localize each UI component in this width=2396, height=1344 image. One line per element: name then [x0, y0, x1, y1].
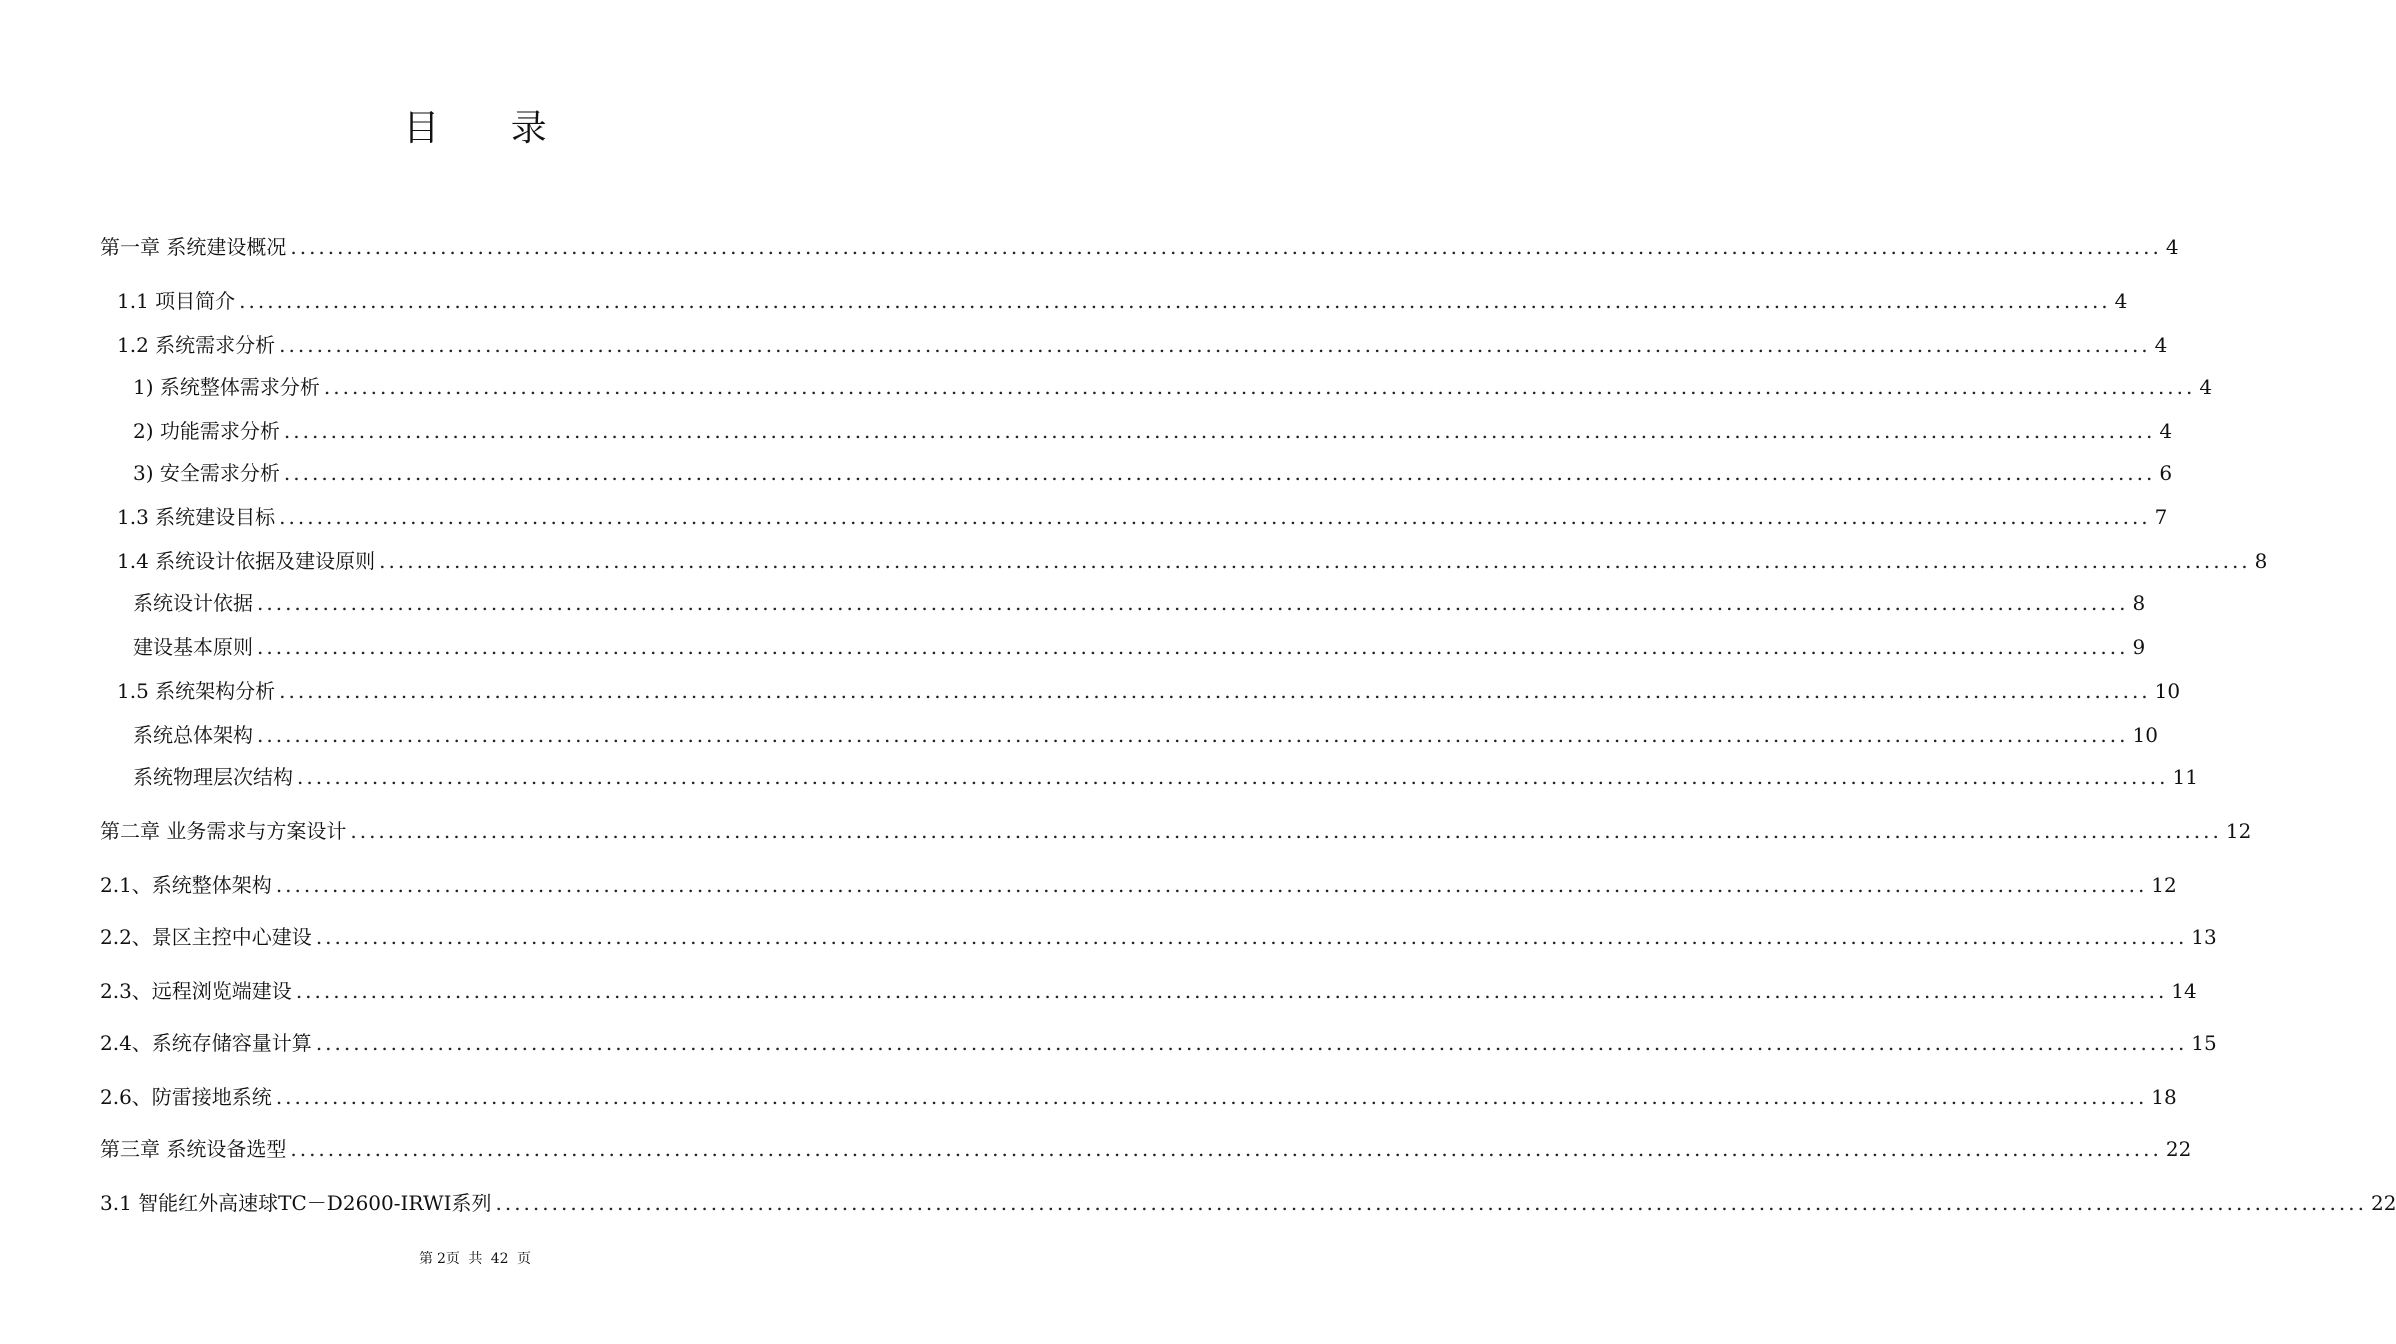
- toc-entry[interactable]: [133, 632, 2146, 662]
- toc-entry-label: 第三章 系统设备选型: [100, 1137, 287, 1161]
- toc-entry-page: 6: [2159, 461, 2173, 485]
- toc-entry-page: 22: [2370, 1191, 2396, 1215]
- toc-entry-label: 建设基本原则: [133, 635, 253, 659]
- toc-leader-dots: ........................................................................................................................................................................................................: [257, 591, 2129, 615]
- toc-entry[interactable]: [100, 976, 2197, 1006]
- toc-entry[interactable]: [133, 372, 2213, 402]
- toc-entry[interactable]: [133, 458, 2173, 488]
- toc-entry-label: 系统总体架构: [133, 723, 253, 747]
- toc-entry-label: 第二章 业务需求与方案设计: [100, 819, 347, 843]
- toc-entry-label: 2.4、系统存储容量计算: [100, 1031, 312, 1055]
- toc-entry-page: 4: [2114, 289, 2128, 313]
- toc-leader-dots: ........................................................................................................................................................................................................: [350, 819, 2222, 843]
- toc-entry-label: 1.1 项目简介: [117, 289, 236, 313]
- toc-leader-dots: ........................................................................................................................................................................................................: [279, 505, 2151, 529]
- toc-leader-dots: ........................................................................................................................................................................................................: [239, 289, 2111, 313]
- toc-entry-page: 4: [2165, 235, 2179, 259]
- toc-entry-label: 1.4 系统设计依据及建设原则: [117, 549, 376, 573]
- toc-entry-page: 8: [2254, 549, 2268, 573]
- toc-leader-dots: ........................................................................................................................................................................................................: [295, 979, 2168, 1003]
- toc-entry[interactable]: [117, 502, 2168, 532]
- toc-entry-page: 4: [2159, 419, 2173, 443]
- toc-entry-label: 2.3、远程浏览端建设: [100, 979, 292, 1003]
- toc-entry-page: 9: [2132, 635, 2146, 659]
- toc-leader-dots: ........................................................................................................................................................................................................: [275, 873, 2148, 897]
- toc-entry-label: 系统物理层次结构: [133, 765, 293, 789]
- toc-entry[interactable]: [100, 816, 2252, 846]
- toc-leader-dots: ........................................................................................................................................................................................................: [275, 1085, 2148, 1109]
- toc-entry-label: 1.5 系统架构分析: [117, 679, 276, 703]
- toc-leader-dots: ........................................................................................................................................................................................................: [290, 235, 2162, 259]
- toc-entry-page: 10: [2154, 679, 2181, 703]
- toc-entry[interactable]: [100, 1134, 2192, 1164]
- toc-entry-page: 12: [2151, 873, 2177, 897]
- toc-entry-page: 15: [2191, 1031, 2217, 1055]
- toc-entry-label: 1) 系统整体需求分析: [133, 375, 320, 399]
- toc-entry[interactable]: [100, 1188, 2396, 1218]
- toc-leader-dots: ........................................................................................................................................................................................................: [257, 635, 2129, 659]
- toc-entry[interactable]: [133, 720, 2158, 750]
- toc-leader-dots: ........................................................................................................................................................................................................: [283, 419, 2156, 443]
- toc-leader-dots: ........................................................................................................................................................................................................: [290, 1137, 2162, 1161]
- toc-entry-label: 1.2 系统需求分析: [117, 333, 276, 357]
- toc-entry[interactable]: [133, 588, 2146, 618]
- toc-leader-dots: ........................................................................................................................................................................................................: [495, 1191, 2367, 1215]
- toc-leader-dots: ........................................................................................................................................................................................................: [379, 549, 2251, 573]
- footer-prefix: 第: [418, 1251, 433, 1267]
- toc-leader-dots: ........................................................................................................................................................................................................: [315, 1031, 2188, 1055]
- footer-current-page: 2页: [436, 1251, 460, 1267]
- toc-entry-label: 1.3 系统建设目标: [117, 505, 276, 529]
- toc-entry-label: 2.1、系统整体架构: [100, 873, 272, 897]
- toc-entry-label: 第一章 系统建设概况: [100, 235, 287, 259]
- toc-leader-dots: ........................................................................................................................................................................................................: [323, 375, 2196, 399]
- toc-entry-page: 7: [2154, 505, 2168, 529]
- toc-entry[interactable]: [117, 546, 2268, 576]
- toc-leader-dots: ........................................................................................................................................................................................................: [283, 461, 2156, 485]
- toc-entry-page: 12: [2225, 819, 2252, 843]
- toc-entry-label: 2.2、景区主控中心建设: [100, 925, 312, 949]
- toc-entry[interactable]: [117, 286, 2128, 316]
- toc-leader-dots: ........................................................................................................................................................................................................: [279, 333, 2151, 357]
- toc-entry-page: 22: [2165, 1137, 2192, 1161]
- toc-entry[interactable]: [117, 676, 2181, 706]
- toc-entry-page: 8: [2132, 591, 2146, 615]
- toc-entry[interactable]: [100, 1028, 2217, 1058]
- toc-entry-page: 4: [2154, 333, 2168, 357]
- toc-leader-dots: ........................................................................................................................................................................................................: [297, 765, 2169, 789]
- toc-entry-label: 2) 功能需求分析: [133, 419, 280, 443]
- toc-entry-page: 4: [2199, 375, 2213, 399]
- footer-mid: 共: [468, 1251, 483, 1267]
- footer-total-pages: 42: [490, 1251, 509, 1267]
- toc-entry-page: 10: [2132, 723, 2158, 747]
- toc-entry[interactable]: [100, 232, 2179, 262]
- page-title: 目 录: [403, 108, 577, 149]
- toc-leader-dots: ........................................................................................................................................................................................................: [315, 925, 2188, 949]
- toc-entry[interactable]: [133, 416, 2173, 446]
- toc-entry[interactable]: [117, 330, 2168, 360]
- toc-entry-page: 13: [2191, 925, 2217, 949]
- toc-entry-label: 3) 安全需求分析: [133, 461, 280, 485]
- page-footer: [0, 1248, 950, 1268]
- toc-entry-label: 3.1 智能红外高速球TC－D2600-IRWI系列: [100, 1191, 492, 1215]
- toc-entry[interactable]: [100, 922, 2217, 952]
- footer-suffix: 页: [517, 1251, 532, 1267]
- toc-entry-page: 18: [2151, 1085, 2177, 1109]
- toc-entry[interactable]: [100, 1082, 2177, 1112]
- toc-entry[interactable]: [133, 762, 2198, 792]
- toc-leader-dots: ........................................................................................................................................................................................................: [279, 679, 2151, 703]
- toc-entry-page: 11: [2172, 765, 2198, 789]
- toc-entry-label: 系统设计依据: [133, 591, 253, 615]
- toc-entry[interactable]: [100, 870, 2177, 900]
- toc-entry-page: 14: [2171, 979, 2197, 1003]
- toc-entry-label: 2.6、防雷接地系统: [100, 1085, 272, 1109]
- toc-leader-dots: ........................................................................................................................................................................................................: [257, 723, 2129, 747]
